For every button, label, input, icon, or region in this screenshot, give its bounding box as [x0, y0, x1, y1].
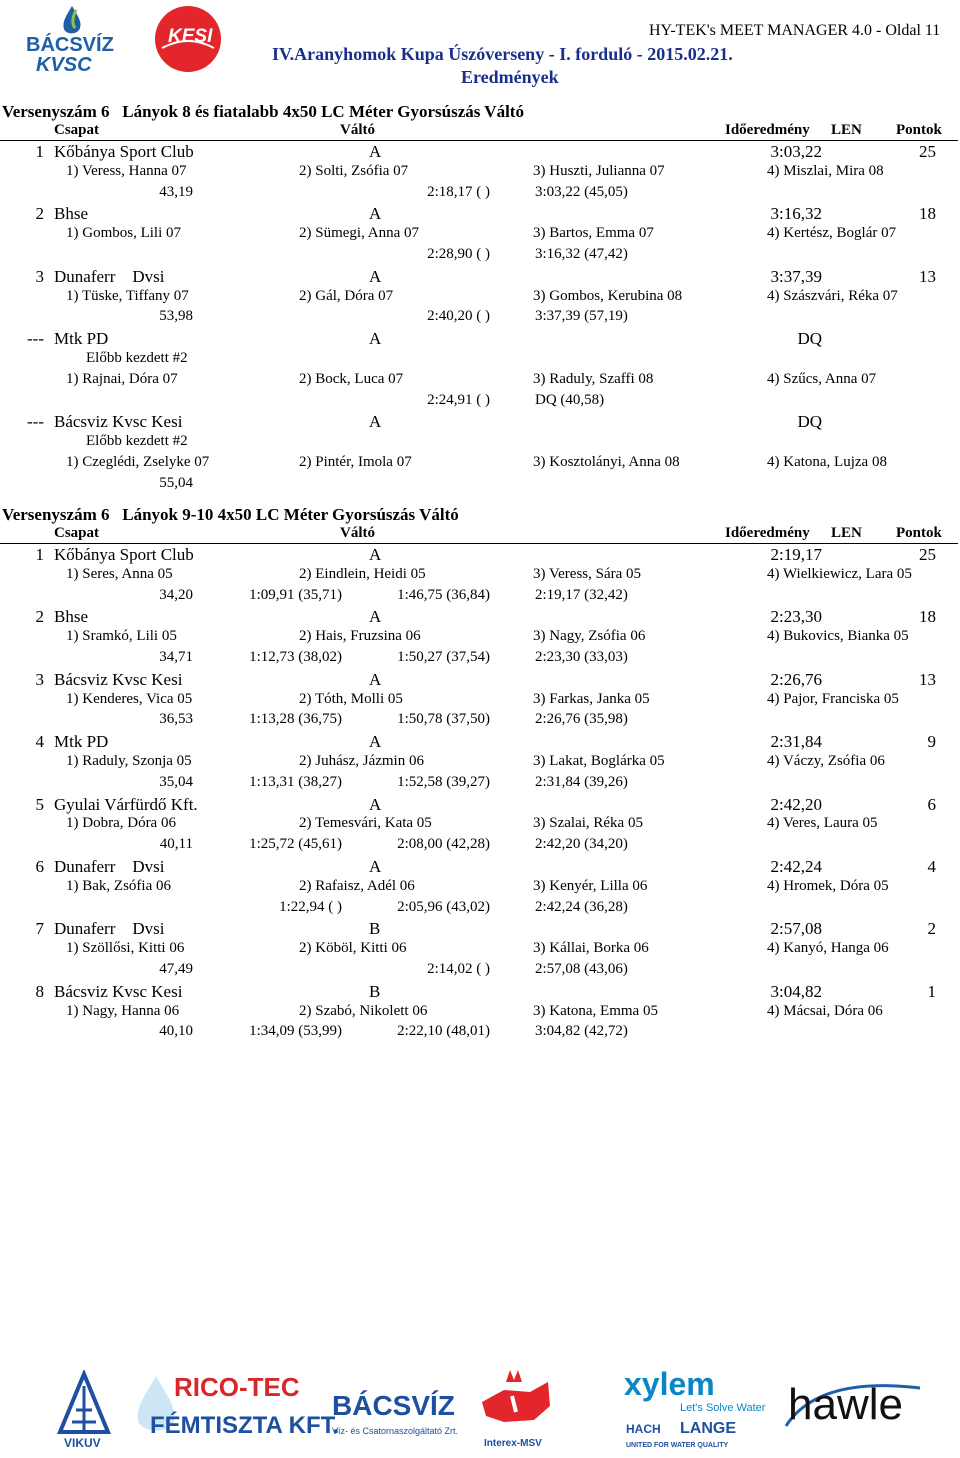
split-time: 2:40,20 ( ): [427, 308, 490, 325]
hawle-logo: [778, 1368, 938, 1448]
split-time: 2:23,30 (33,03): [535, 649, 628, 665]
swimmer: 3) Kenyér, Lilla 06: [533, 877, 648, 894]
col-time-header: Időeredmény: [725, 525, 810, 541]
split-time: 34,20: [159, 586, 193, 603]
swimmer: 3) Veress, Sára 05: [533, 565, 642, 582]
final-time: 2:42,24: [770, 857, 822, 876]
split-time: 2:14,02 ( ): [427, 961, 490, 977]
relay-letter: B: [369, 981, 381, 1001]
swimmer: 1) Sramkó, Lili 05: [66, 628, 177, 645]
split-time: 1:46,75 (36,84): [397, 586, 490, 603]
final-time: 2:19,17: [770, 545, 822, 564]
relay-letter: A: [369, 857, 382, 876]
swimmer: 4) Bukovics, Bianka 05: [767, 628, 909, 645]
split-time: 47,49: [159, 961, 193, 977]
vikuv-logo: [54, 1370, 114, 1452]
dq-note: Előbb kezdett #2: [86, 433, 188, 450]
swimmer: 2) Rafaisz, Adél 06: [299, 877, 415, 894]
swimmer: 3) Katona, Emma 05: [533, 1002, 658, 1019]
points: 2: [927, 919, 936, 939]
split-time: 1:25,72 (45,61): [249, 836, 342, 853]
swimmer: 1) Kenderes, Vica 05: [66, 690, 193, 707]
swimmer: 2) Gál, Dóra 07: [299, 287, 394, 304]
united-word: UNITED FOR WATER QUALITY: [626, 1442, 729, 1449]
points: 25: [919, 142, 936, 161]
swimmer: 1) Rajnai, Dóra 07: [66, 370, 178, 387]
swimmer: 4) Mácsai, Dóra 06: [767, 1002, 883, 1019]
place: 2: [35, 607, 44, 627]
hungary-map-icon: [474, 1362, 554, 1440]
team-name: Kőbánya Sport Club: [54, 545, 194, 564]
kvsc-word: KVSC: [36, 54, 92, 76]
team-name: Mtk PD: [54, 329, 109, 349]
split-time: 34,71: [159, 649, 193, 665]
swimmer: 3) Kosztolányi, Anna 08: [533, 454, 680, 470]
bacsviz-sponsor-word: BÁCSVÍZ: [332, 1390, 455, 1421]
team-name: Dunaferr Dvsi: [54, 919, 165, 939]
col-len-header: LEN: [831, 525, 862, 541]
relay-letter: A: [369, 412, 382, 432]
split-time: 2:24,91 ( ): [427, 391, 490, 408]
final-time: DQ: [797, 329, 822, 349]
header-rule: [0, 140, 958, 141]
split-time: 2:26,76 (35,98): [535, 711, 628, 728]
split-time: 1:52,58 (39,27): [397, 773, 490, 790]
split-time: 40,11: [159, 836, 193, 853]
vikuv-word: VIKUV: [64, 1436, 101, 1450]
swimmer: 2) Hais, Fruzsina 06: [299, 628, 421, 645]
swimmer: 4) Wielkiewicz, Lara 05: [767, 565, 912, 582]
split-time: 1:09,91 (35,71): [249, 586, 342, 603]
relay-letter: A: [369, 732, 382, 752]
final-time: 3:16,32: [770, 204, 822, 224]
final-time: 2:57,08: [770, 919, 822, 939]
swimmer: 4) Pajor, Franciska 05: [767, 690, 899, 707]
relay-letter: A: [369, 794, 382, 814]
place: 2: [35, 204, 44, 224]
split-time: 53,98: [159, 308, 193, 325]
event-title: Versenyszám 6 Lányok 9-10 4x50 LC Méter Gyorsúszás Váltó: [2, 505, 459, 524]
lange-word: LANGE: [680, 1420, 736, 1437]
final-time: DQ: [797, 412, 822, 432]
swimmer: 2) Bock, Luca 07: [299, 370, 404, 387]
team-name: Mtk PD: [54, 732, 109, 752]
relay-letter: B: [369, 919, 381, 939]
swimmer: 3) Nagy, Zsófia 06: [533, 628, 646, 645]
points: 9: [927, 732, 936, 752]
split-time: 2:57,08 (43,06): [535, 961, 628, 977]
final-time: 3:03,22: [770, 142, 822, 161]
split-time: 1:50,27 (37,54): [397, 649, 490, 665]
meet-title: IV.Aranyhomok Kupa Úszóverseny - I. forduló - 2015.02.21.: [272, 44, 733, 64]
kesi-word: KESI: [168, 26, 213, 47]
split-time: 2:08,00 (42,28): [397, 836, 490, 853]
swimmer: 2) Juhász, Jázmin 06: [299, 753, 424, 769]
split-time: 2:31,84 (39,26): [535, 773, 628, 790]
points: 13: [919, 669, 936, 689]
split-time: 40,10: [159, 1023, 193, 1040]
swimmer: 1) Nagy, Hanna 06: [66, 1002, 180, 1019]
points: 6: [927, 794, 936, 814]
final-time: 2:31,84: [770, 732, 822, 752]
relay-letter: A: [369, 329, 382, 349]
place: 4: [35, 732, 44, 752]
col-relay-header: Váltó: [340, 525, 375, 541]
team-name: Dunaferr Dvsi: [54, 266, 165, 286]
team-name: Bácsviz Kvsc Kesi: [54, 412, 183, 432]
bacsviz-sponsor-tagline: Víz- és Csatornaszolgáltató Zrt.: [332, 1426, 459, 1436]
relay-letter: A: [369, 545, 382, 564]
col-relay-header: Váltó: [340, 122, 375, 138]
split-time: 55,04: [159, 474, 193, 491]
col-points-header: Pontok: [896, 525, 942, 541]
final-time: 2:42,20: [770, 794, 822, 814]
points: 25: [919, 545, 936, 564]
place: ---: [27, 329, 44, 349]
place: ---: [27, 412, 44, 432]
swimmer: 4) Hromek, Dóra 05: [767, 877, 889, 894]
swimmer: 4) Kanyó, Hanga 06: [767, 940, 889, 957]
relay-letter: A: [369, 204, 382, 224]
col-time-header: Időeredmény: [725, 122, 810, 138]
swimmer: 1) Czeglédi, Zselyke 07: [66, 454, 210, 470]
swimmer: 2) Temesvári, Kata 05: [299, 815, 432, 832]
split-time: 1:13,31 (38,27): [249, 773, 342, 790]
dq-note: Előbb kezdett #2: [86, 350, 188, 366]
page-subtitle: Eredmények: [461, 67, 559, 87]
bacsviz-kvsc-logo: [24, 2, 134, 76]
swimmer: 3) Raduly, Szaffi 08: [533, 370, 654, 387]
swimmer: 4) Katona, Lujza 08: [767, 454, 887, 470]
split-time: 35,04: [159, 773, 193, 790]
swimmer: 3) Huszti, Julianna 07: [533, 162, 665, 179]
swimmer: 3) Kállai, Borka 06: [533, 940, 649, 957]
swimmer: 2) Tóth, Molli 05: [299, 690, 403, 707]
swimmer: 2) Eindlein, Heidi 05: [299, 565, 426, 582]
swimmer: 1) Bak, Zsófia 06: [66, 877, 171, 894]
place: 5: [35, 794, 44, 814]
xylem-tagline: Let's Solve Water: [680, 1402, 766, 1414]
col-points-header: Pontok: [896, 122, 942, 138]
split-time: 2:18,17 ( ): [427, 183, 490, 200]
points: 4: [927, 857, 936, 876]
split-time: 2:42,24 (36,28): [535, 898, 628, 915]
final-time: 2:23,30: [770, 607, 822, 627]
bacsviz-sponsor-logo: [332, 1372, 472, 1452]
interex-logo: [474, 1362, 574, 1454]
split-time: 2:22,10 (48,01): [397, 1023, 490, 1040]
xylem-word: xylem: [624, 1366, 715, 1402]
sponsor-strip: [50, 1362, 940, 1454]
swimmer: 3) Farkas, Janka 05: [533, 690, 650, 707]
split-time: 43,19: [159, 183, 193, 200]
rico-tec-word: RICO-TEC: [174, 1372, 300, 1402]
points: 18: [919, 607, 936, 627]
split-time: 2:42,20 (34,20): [535, 836, 628, 853]
relay-letter: A: [369, 607, 382, 627]
final-time: 2:26,76: [770, 669, 822, 689]
swimmer: 4) Veres, Laura 05: [767, 815, 878, 832]
split-time: DQ (40,58): [535, 391, 605, 408]
relay-letter: A: [369, 142, 382, 161]
final-time: 3:04,82: [770, 981, 822, 1001]
team-name: Dunaferr Dvsi: [54, 857, 165, 876]
swimmer: 1) Raduly, Szonja 05: [66, 753, 192, 769]
place: 7: [35, 919, 44, 939]
swimmer: 2) Solti, Zsófia 07: [299, 162, 409, 179]
xylem-logo: [620, 1366, 766, 1454]
header-rule: [0, 543, 958, 544]
swimmer: 2) Köböl, Kitti 06: [299, 940, 407, 957]
split-time: 3:37,39 (57,19): [535, 308, 628, 325]
swimmer: 1) Veress, Hanna 07: [66, 162, 187, 179]
points: 13: [919, 266, 936, 286]
place: 8: [35, 981, 44, 1001]
team-name: Bácsviz Kvsc Kesi: [54, 981, 183, 1001]
place: 6: [35, 857, 44, 876]
split-time: 1:50,78 (37,50): [397, 711, 490, 728]
points: 18: [919, 204, 936, 224]
swimmer: 4) Szűcs, Anna 07: [767, 370, 877, 387]
rico-tec-logo: [126, 1362, 340, 1452]
swimmer: 1) Seres, Anna 05: [66, 565, 173, 582]
relay-letter: A: [369, 266, 382, 286]
place: 1: [35, 142, 44, 161]
relay-letter: A: [369, 669, 382, 689]
team-name: Gyulai Várfürdő Kft.: [54, 794, 198, 814]
split-time: 1:12,73 (38,02): [249, 649, 342, 665]
team-name: Bhse: [54, 607, 88, 627]
event-title: Versenyszám 6 Lányok 8 és fiatalabb 4x50 LC Méter Gyorsúszás Váltó: [2, 102, 524, 121]
swimmer: 3) Szalai, Réka 05: [533, 815, 643, 832]
col-len-header: LEN: [831, 122, 862, 138]
swimmer: 4) Miszlai, Mira 08: [767, 162, 884, 179]
split-time: 2:28,90 ( ): [427, 246, 490, 262]
kesi-logo: [152, 4, 224, 74]
interex-word: Interex-MSV: [484, 1438, 542, 1449]
swimmer: 2) Szabó, Nikolett 06: [299, 1002, 428, 1019]
swimmer: 4) Szászvári, Réka 07: [767, 287, 898, 304]
split-time: 3:03,22 (45,05): [535, 183, 628, 200]
col-team-header: Csapat: [54, 525, 100, 541]
swimmer: 3) Lakat, Boglárka 05: [533, 753, 665, 769]
split-time: 36,53: [159, 711, 193, 728]
col-team-header: Csapat: [54, 122, 100, 138]
swimmer: 1) Dobra, Dóra 06: [66, 815, 176, 832]
swimmer: 4) Kertész, Boglár 07: [767, 225, 897, 242]
place: 1: [35, 545, 44, 564]
team-name: Bácsviz Kvsc Kesi: [54, 669, 183, 689]
swimmer: 2) Pintér, Imola 07: [299, 454, 412, 470]
split-time: 2:19,17 (32,42): [535, 586, 628, 603]
split-time: 1:34,09 (53,99): [249, 1023, 342, 1040]
hach-word: HACH: [626, 1422, 661, 1436]
final-time: 3:37,39: [770, 266, 822, 286]
split-time: 2:05,96 (43,02): [397, 898, 490, 915]
points: 1: [927, 981, 936, 1001]
place: 3: [35, 669, 44, 689]
team-name: Bhse: [54, 204, 88, 224]
swimmer: 3) Bartos, Emma 07: [533, 225, 654, 242]
swimmer: 2) Sümegi, Anna 07: [299, 225, 419, 242]
split-time: 1:13,28 (36,75): [249, 711, 342, 728]
swimmer: 1) Gombos, Lili 07: [66, 225, 181, 242]
swimmer: 1) Tüske, Tiffany 07: [66, 287, 189, 304]
bacsviz-word: BÁCSVÍZ: [26, 34, 114, 56]
swimmer: 3) Gombos, Kerubina 08: [533, 287, 683, 304]
swimmer: 4) Váczy, Zsófia 06: [767, 753, 885, 769]
team-name: Kőbánya Sport Club: [54, 142, 194, 161]
hawle-word: hawle: [788, 1380, 903, 1429]
split-time: 3:04,82 (42,72): [535, 1023, 628, 1040]
software-line: HY-TEK's MEET MANAGER 4.0 - Oldal 11: [649, 22, 941, 39]
femtiszta-word: FÉMTISZTA KFT.: [150, 1412, 340, 1439]
split-time: 1:22,94 ( ): [279, 898, 342, 915]
vikuv-tower-icon: [54, 1370, 114, 1440]
split-time: 3:16,32 (47,42): [535, 246, 628, 262]
swimmer: 1) Szöllősi, Kitti 06: [66, 940, 185, 957]
place: 3: [35, 266, 44, 286]
